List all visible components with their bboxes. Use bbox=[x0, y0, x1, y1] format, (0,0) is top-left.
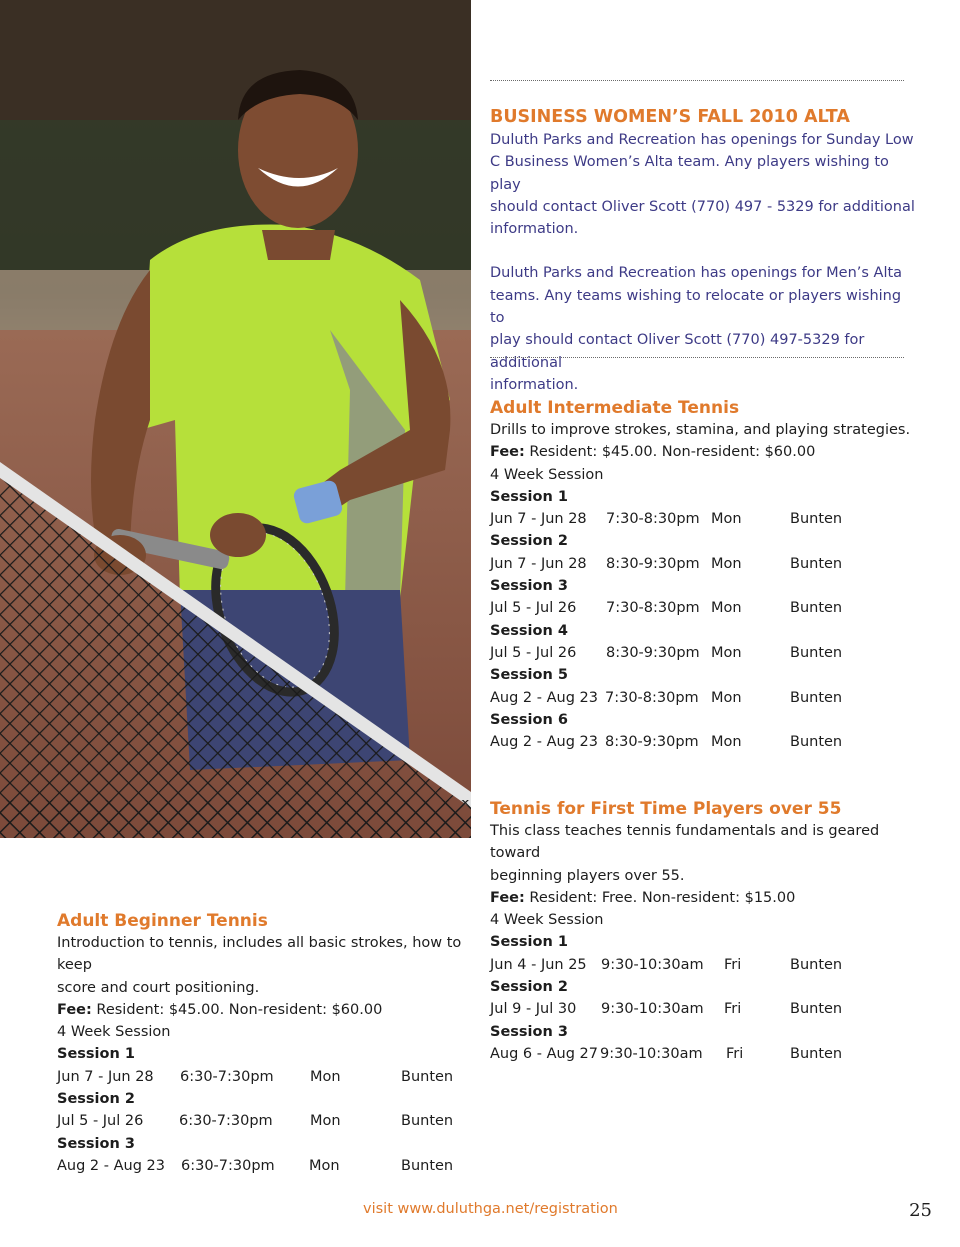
session-time: 7:30-8:30pm bbox=[606, 600, 700, 617]
session-row bbox=[490, 687, 920, 709]
session-label: Session 5 bbox=[490, 667, 568, 684]
business-title: BUSINESS WOMEN’S FALL 2010 ALTA bbox=[490, 107, 850, 127]
page-number: 25 bbox=[909, 1200, 932, 1221]
session-label: Session 6 bbox=[490, 711, 568, 728]
session-day: Mon bbox=[310, 1068, 341, 1085]
session-location: Bunten bbox=[790, 511, 843, 528]
fee-text: Resident: Free. Non-resident: $15.00 bbox=[524, 889, 796, 906]
first-time-description-line: This class teaches tennis fundamentals and is geared toward bbox=[490, 823, 880, 862]
session-dates: Jul 5 - Jul 26 bbox=[490, 644, 577, 661]
session-label: Session 3 bbox=[57, 1135, 135, 1152]
first-time-section bbox=[490, 798, 920, 1065]
session-label: Session 3 bbox=[490, 578, 568, 595]
beginner-description-line: Introduction to tennis, includes all basic strokes, how to keep bbox=[57, 935, 462, 974]
session-day: Mon bbox=[711, 511, 742, 528]
divider-middle bbox=[490, 357, 904, 358]
session-day: Mon bbox=[309, 1157, 340, 1174]
session-day: Fri bbox=[724, 1001, 742, 1018]
business-para-1-line: C Business Women’s Alta team. Any players wishing to play bbox=[490, 154, 889, 193]
session-row bbox=[57, 1110, 477, 1132]
business-para-2-line: teams. Any teams wishing to relocate or players wishing to bbox=[490, 287, 902, 327]
business-para-2-line: play should contact Oliver Scott (770) 497-5329 for additional bbox=[490, 332, 865, 371]
session-row bbox=[490, 731, 920, 753]
session-location: Bunten bbox=[790, 689, 843, 706]
fee-text: Resident: $45.00. Non-resident: $60.00 bbox=[524, 444, 816, 461]
session-location: Bunten bbox=[790, 1001, 843, 1018]
session-row bbox=[490, 998, 920, 1020]
session-row bbox=[490, 642, 920, 664]
session-dates: Jun 7 - Jun 28 bbox=[490, 555, 587, 572]
session-dates: Jun 7 - Jun 28 bbox=[490, 511, 587, 528]
session-dates: Jun 7 - Jun 28 bbox=[57, 1068, 154, 1085]
session-location: Bunten bbox=[790, 1045, 843, 1062]
session-row bbox=[57, 1155, 477, 1177]
session-row bbox=[490, 597, 920, 619]
session-time: 6:30-7:30pm bbox=[179, 1113, 273, 1130]
session-label: Session 1 bbox=[57, 1046, 135, 1063]
session-row bbox=[490, 1043, 920, 1065]
beginner-session-list bbox=[57, 1043, 477, 1177]
beginner-session-length: 4 Week Session bbox=[57, 1024, 171, 1041]
first-time-fee bbox=[490, 887, 920, 909]
session-time: 9:30-10:30am bbox=[601, 956, 704, 973]
divider-top bbox=[490, 80, 904, 81]
session-label: Session 2 bbox=[490, 979, 568, 996]
intermediate-section bbox=[490, 397, 920, 753]
intermediate-session-list bbox=[490, 486, 920, 754]
business-para-2-line: information. bbox=[490, 376, 579, 393]
session-label: Session 2 bbox=[490, 533, 568, 550]
session-dates: Jun 4 - Jun 25 bbox=[490, 956, 587, 973]
session-day: Mon bbox=[711, 644, 742, 661]
session-dates: Aug 2 - Aug 23 bbox=[57, 1157, 165, 1174]
session-time: 9:30-10:30am bbox=[600, 1045, 703, 1062]
first-time-description-line: beginning players over 55. bbox=[490, 867, 685, 884]
registration-link[interactable]: visit www.duluthga.net/registration bbox=[363, 1201, 618, 1217]
session-location: Bunten bbox=[401, 1157, 454, 1174]
business-para-1-line: information. bbox=[490, 221, 579, 238]
beginner-description bbox=[57, 932, 477, 999]
session-location: Bunten bbox=[790, 600, 843, 617]
session-location: Bunten bbox=[790, 644, 843, 661]
session-dates: Aug 2 - Aug 23 bbox=[490, 689, 598, 706]
intermediate-title: Adult Intermediate Tennis bbox=[490, 398, 740, 418]
business-para-2-line: Duluth Parks and Recreation has openings for Men’s Alta bbox=[490, 265, 903, 282]
first-time-title: Tennis for First Time Players over 55 bbox=[490, 799, 842, 819]
first-time-description bbox=[490, 820, 920, 887]
fee-label: Fee: bbox=[490, 444, 525, 461]
session-dates: Jul 9 - Jul 30 bbox=[490, 1001, 577, 1018]
session-time: 7:30-8:30pm bbox=[605, 689, 699, 706]
session-day: Fri bbox=[724, 956, 742, 973]
beginner-title: Adult Beginner Tennis bbox=[57, 911, 268, 931]
beginner-fee bbox=[57, 999, 477, 1021]
business-section bbox=[490, 106, 920, 396]
session-dates: Aug 6 - Aug 27 bbox=[490, 1045, 598, 1062]
session-day: Mon bbox=[711, 555, 742, 572]
session-day: Mon bbox=[711, 600, 742, 617]
session-time: 8:30-9:30pm bbox=[606, 644, 700, 661]
session-row bbox=[490, 508, 920, 530]
business-para-2 bbox=[490, 262, 920, 396]
intermediate-fee bbox=[490, 441, 920, 463]
session-time: 6:30-7:30pm bbox=[180, 1068, 274, 1085]
first-time-session-list bbox=[490, 931, 920, 1065]
business-para-1-line: should contact Oliver Scott (770) 497 - 5329 for additional bbox=[490, 198, 915, 215]
session-time: 6:30-7:30pm bbox=[181, 1157, 275, 1174]
fee-text: Resident: $45.00. Non-resident: $60.00 bbox=[91, 1001, 383, 1018]
intermediate-session-length: 4 Week Session bbox=[490, 466, 604, 483]
session-row bbox=[490, 553, 920, 575]
session-dates: Aug 2 - Aug 23 bbox=[490, 734, 598, 751]
first-time-session-length: 4 Week Session bbox=[490, 912, 604, 929]
session-time: 7:30-8:30pm bbox=[606, 511, 700, 528]
session-time: 8:30-9:30pm bbox=[605, 734, 699, 751]
tennis-player-photo bbox=[0, 0, 471, 838]
session-label: Session 4 bbox=[490, 622, 568, 639]
session-dates: Jul 5 - Jul 26 bbox=[57, 1113, 144, 1130]
session-location: Bunten bbox=[790, 555, 843, 572]
intermediate-description: Drills to improve strokes, stamina, and playing strategies. bbox=[490, 422, 911, 438]
session-location: Bunten bbox=[401, 1113, 454, 1130]
business-para-1-line: Duluth Parks and Recreation has openings for Sunday Low bbox=[490, 132, 914, 148]
fee-label: Fee: bbox=[490, 889, 525, 906]
session-label: Session 2 bbox=[57, 1091, 135, 1108]
session-row bbox=[490, 954, 920, 976]
session-label: Session 3 bbox=[490, 1023, 568, 1040]
session-location: Bunten bbox=[790, 956, 843, 973]
beginner-description-line: score and court positioning. bbox=[57, 979, 260, 996]
session-label: Session 1 bbox=[490, 488, 568, 505]
session-dates: Jul 5 - Jul 26 bbox=[490, 600, 577, 617]
business-para-1 bbox=[490, 129, 920, 240]
beginner-section bbox=[57, 910, 477, 1177]
session-time: 9:30-10:30am bbox=[601, 1001, 704, 1018]
session-time: 8:30-9:30pm bbox=[606, 555, 700, 572]
session-day: Mon bbox=[711, 689, 742, 706]
session-day: Fri bbox=[726, 1045, 744, 1062]
fee-label: Fee: bbox=[57, 1001, 92, 1018]
session-day: Mon bbox=[711, 734, 742, 751]
session-location: Bunten bbox=[790, 734, 843, 751]
session-label: Session 1 bbox=[490, 934, 568, 951]
tennis-player-illustration bbox=[0, 0, 471, 838]
session-location: Bunten bbox=[401, 1068, 454, 1085]
session-row bbox=[57, 1066, 477, 1088]
session-day: Mon bbox=[310, 1113, 341, 1130]
